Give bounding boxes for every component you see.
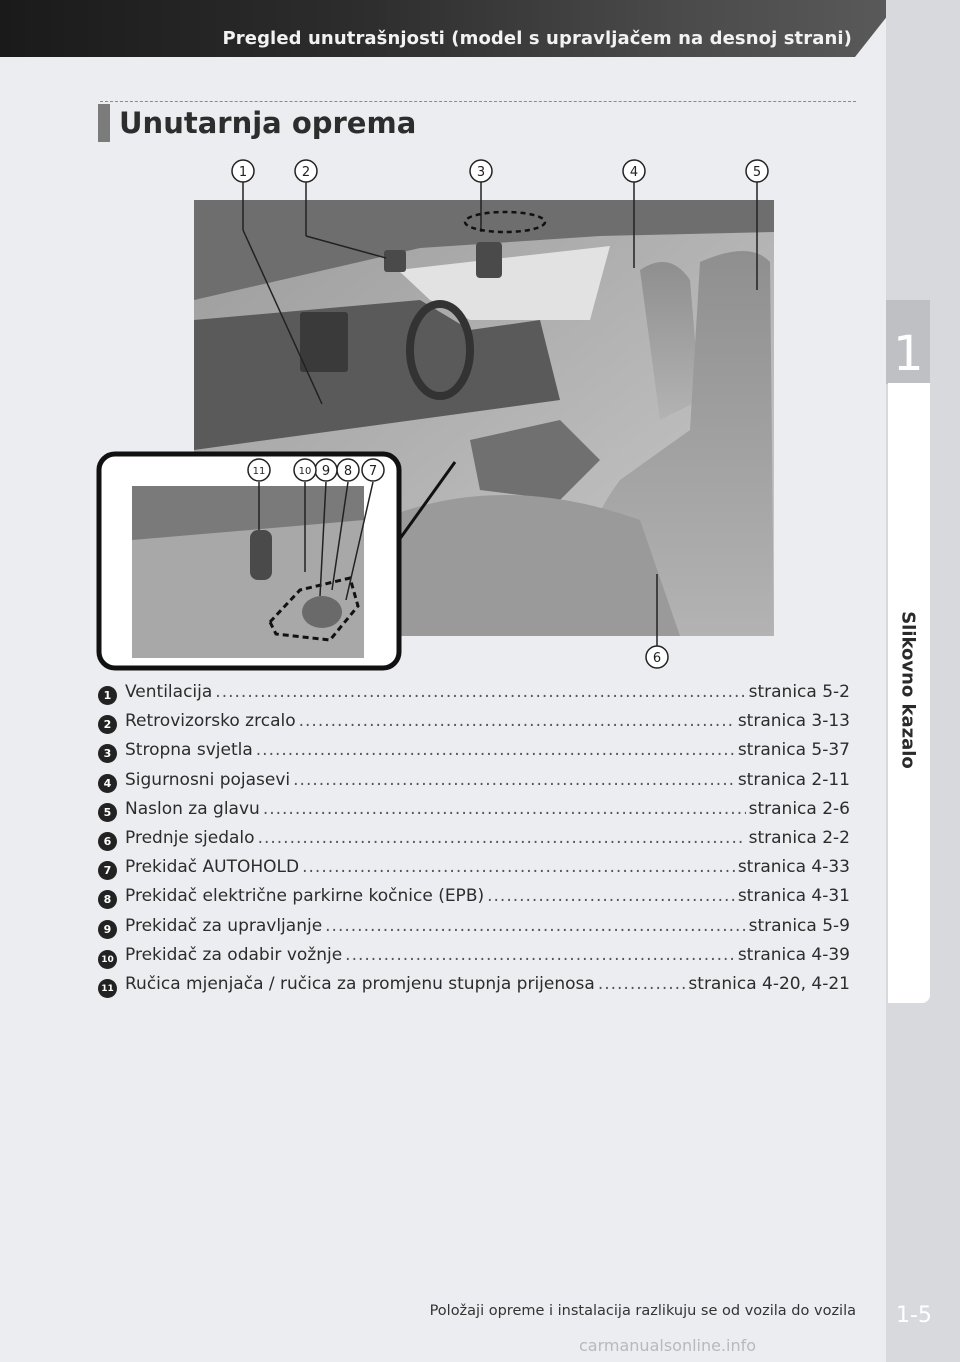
item-label: Prednje sjedalo	[125, 827, 255, 848]
list-item[interactable]	[98, 974, 850, 1003]
list-item[interactable]	[98, 945, 850, 974]
list-item[interactable]	[98, 740, 850, 769]
leader-dots	[256, 740, 735, 760]
item-number-badge: 4	[98, 774, 117, 793]
item-number-badge: 2	[98, 715, 117, 734]
list-item[interactable]	[98, 857, 850, 886]
callout-6	[646, 646, 668, 668]
item-label: Retrovizorsko zrcalo	[125, 711, 296, 732]
page-reference[interactable]: stranica 4-20, 4-21	[688, 973, 850, 994]
page-reference[interactable]: stranica 2-11	[737, 769, 850, 790]
item-label: Prekidač AUTOHOLD	[125, 857, 300, 878]
list-item[interactable]	[98, 770, 850, 799]
page-reference[interactable]: stranica 2-2	[748, 827, 850, 848]
item-number-badge: 5	[98, 803, 117, 822]
leader-dots	[345, 945, 735, 965]
page-header-title: Pregled unutrašnjosti (model s upravljačem na desnoj strani)	[222, 28, 852, 49]
list-item[interactable]	[98, 916, 850, 945]
list-item[interactable]	[98, 682, 850, 711]
chapter-number: 1	[893, 326, 924, 382]
list-item[interactable]	[98, 799, 850, 828]
item-label: Ručica mjenjača / ručica za promjenu stupnja prijenosa	[125, 973, 595, 994]
leader-dots	[487, 886, 735, 906]
item-label: Prekidač za odabir vožnje	[125, 944, 343, 965]
item-label: Sigurnosni pojasevi	[125, 769, 291, 790]
callout-9	[315, 459, 337, 481]
leader-dots	[302, 857, 735, 877]
page-reference[interactable]: stranica 3-13	[737, 711, 850, 732]
leader-dots	[598, 974, 686, 994]
equipment-list	[98, 682, 850, 1003]
section-title: Unutarnja oprema	[119, 106, 417, 140]
item-number-badge: 8	[98, 890, 117, 909]
page-number: 1-5	[896, 1303, 932, 1328]
callout-1	[232, 160, 254, 182]
item-label: Prekidač električne parkirne kočnice (EPB)	[125, 886, 485, 907]
callout-label: 7	[368, 464, 378, 479]
item-number-badge: 11	[98, 979, 117, 998]
callout-8	[337, 459, 359, 481]
list-item[interactable]	[98, 711, 850, 740]
callout-2	[295, 160, 317, 182]
item-number-badge: 10	[98, 950, 117, 969]
callout-label: 2	[301, 165, 311, 180]
page-reference[interactable]: stranica 5-37	[737, 740, 850, 761]
callout-label: 1	[238, 165, 248, 180]
callout-label: 4	[629, 165, 639, 180]
section-tab-label: Slikovno kazalo	[897, 611, 919, 769]
callout-label: 8	[343, 464, 353, 479]
callout-label: 9	[321, 464, 331, 479]
page-reference[interactable]: stranica 5-9	[748, 915, 850, 936]
page-reference[interactable]: stranica 4-31	[737, 886, 850, 907]
list-item[interactable]	[98, 886, 850, 915]
leader-dots	[293, 770, 735, 790]
leader-dots	[263, 799, 746, 819]
leader-dots	[299, 711, 735, 731]
item-label: Prekidač za upravljanje	[125, 915, 323, 936]
page-reference[interactable]: stranica 5-2	[748, 682, 850, 702]
item-label: Stropna svjetla	[125, 740, 253, 761]
page-reference[interactable]: stranica 2-6	[748, 798, 850, 819]
list-item[interactable]	[98, 828, 850, 857]
item-number-badge: 9	[98, 920, 117, 939]
page-reference[interactable]: stranica 4-33	[737, 857, 850, 878]
callout-label: 11	[252, 466, 266, 477]
callout-7	[362, 459, 384, 481]
callout-10	[294, 459, 316, 481]
leader-dots	[258, 828, 746, 848]
item-number-badge: 7	[98, 861, 117, 880]
item-number-badge: 6	[98, 832, 117, 851]
callout-label: 3	[476, 165, 486, 180]
callout-5	[746, 160, 768, 182]
callout-label: 6	[652, 651, 662, 666]
item-number-badge: 3	[98, 744, 117, 763]
footer-note: Položaji opreme i instalacija razlikuju se od vozila do vozila	[429, 1303, 856, 1319]
callout-4	[623, 160, 645, 182]
leader-dots	[215, 682, 745, 702]
interior-illustration	[0, 0, 886, 680]
page-reference[interactable]: stranica 4-39	[737, 944, 850, 965]
item-label: Naslon za glavu	[125, 798, 260, 819]
callout-11	[248, 459, 270, 481]
leader-dots	[325, 916, 745, 936]
watermark: carmanualsonline.info	[579, 1336, 757, 1355]
callout-label: 10	[298, 466, 312, 477]
item-number-badge: 1	[98, 686, 117, 705]
callout-label: 5	[752, 165, 762, 180]
callout-3	[470, 160, 492, 182]
item-label: Ventilacija	[125, 682, 213, 702]
